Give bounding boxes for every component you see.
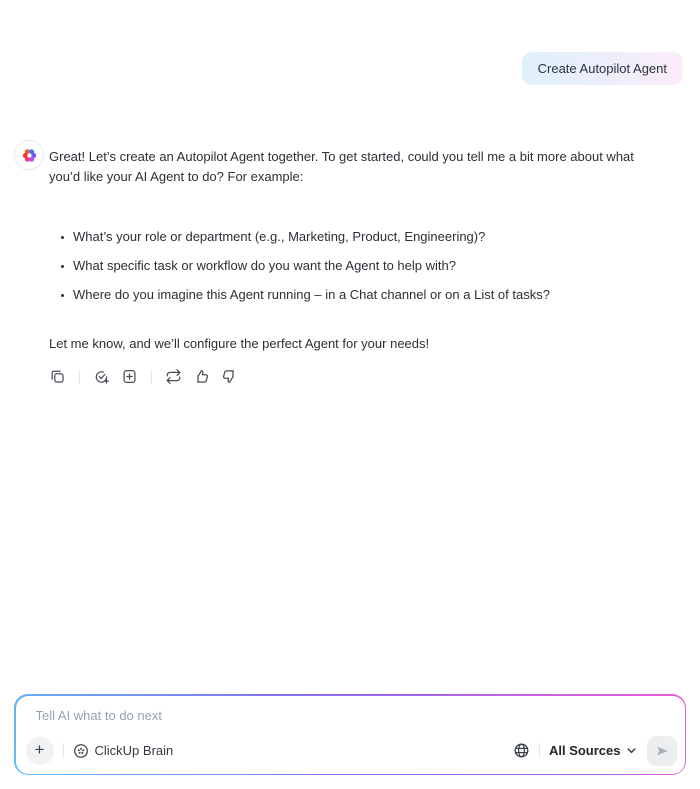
- assistant-message: [14, 140, 682, 385]
- message-bullet-list: [49, 227, 666, 305]
- regenerate-button[interactable]: [165, 368, 182, 385]
- add-to-doc-icon: [121, 368, 138, 385]
- assistant-message-body: [49, 147, 666, 385]
- divider: [63, 743, 64, 758]
- message-closing: Let me know, and we’ll configure the perfect Agent for your needs!: [49, 336, 430, 351]
- divider: [151, 370, 152, 384]
- send-button[interactable]: [647, 736, 677, 766]
- message-intro: Great! Let’s create an Autopilot Agent together. To get started, could you tell me a bit more about what you’d like your AI Agent to do? For example:: [49, 149, 634, 184]
- list-item: [49, 227, 666, 247]
- bullet-dot: [61, 294, 64, 297]
- send-icon: [654, 743, 670, 759]
- create-task-icon: [93, 368, 110, 385]
- list-item: [49, 256, 666, 276]
- thumbs-up-icon: [193, 368, 210, 385]
- sources-dropdown[interactable]: [549, 743, 637, 758]
- ai-avatar: [14, 140, 44, 170]
- composer: [14, 694, 686, 775]
- copy-button[interactable]: [49, 368, 66, 385]
- bullet-text: What specific task or workflow do you want the Agent to help with?: [73, 258, 456, 273]
- message-actions: [49, 368, 666, 385]
- add-to-doc-button[interactable]: [121, 368, 138, 385]
- bullet-dot: [61, 265, 64, 268]
- divider: [79, 370, 80, 384]
- sources-label: All Sources: [548, 743, 621, 758]
- brain-icon: [73, 743, 89, 759]
- model-label: ClickUp Brain: [94, 743, 174, 758]
- user-message-text: Create Autopilot Agent: [537, 61, 667, 76]
- web-search-button[interactable]: [513, 742, 530, 759]
- list-item: [49, 285, 666, 305]
- globe-icon: [513, 742, 530, 759]
- composer-inner: [16, 696, 685, 774]
- add-attachment-button[interactable]: [26, 737, 54, 765]
- user-message-bubble: [522, 52, 683, 85]
- bullet-text: Where do you imagine this Agent running – in a Chat channel or on a List of tasks?: [73, 287, 550, 302]
- thumbs-up-button[interactable]: [193, 368, 210, 385]
- divider: [539, 743, 540, 758]
- copy-icon: [49, 368, 66, 385]
- model-selector-button[interactable]: [73, 743, 174, 759]
- regenerate-icon: [165, 368, 182, 385]
- thumbs-down-button[interactable]: [221, 368, 238, 385]
- ai-brain-flower-icon: [22, 148, 37, 163]
- ai-prompt-input[interactable]: [34, 707, 669, 724]
- create-task-button[interactable]: [93, 368, 110, 385]
- plus-icon: +: [34, 740, 45, 759]
- thumbs-down-icon: [221, 368, 238, 385]
- bullet-text: What’s your role or department (e.g., Marketing, Product, Engineering)?: [73, 229, 486, 244]
- composer-toolbar: [26, 736, 677, 766]
- bullet-dot: [61, 236, 64, 239]
- chevron-down-icon: [626, 745, 637, 756]
